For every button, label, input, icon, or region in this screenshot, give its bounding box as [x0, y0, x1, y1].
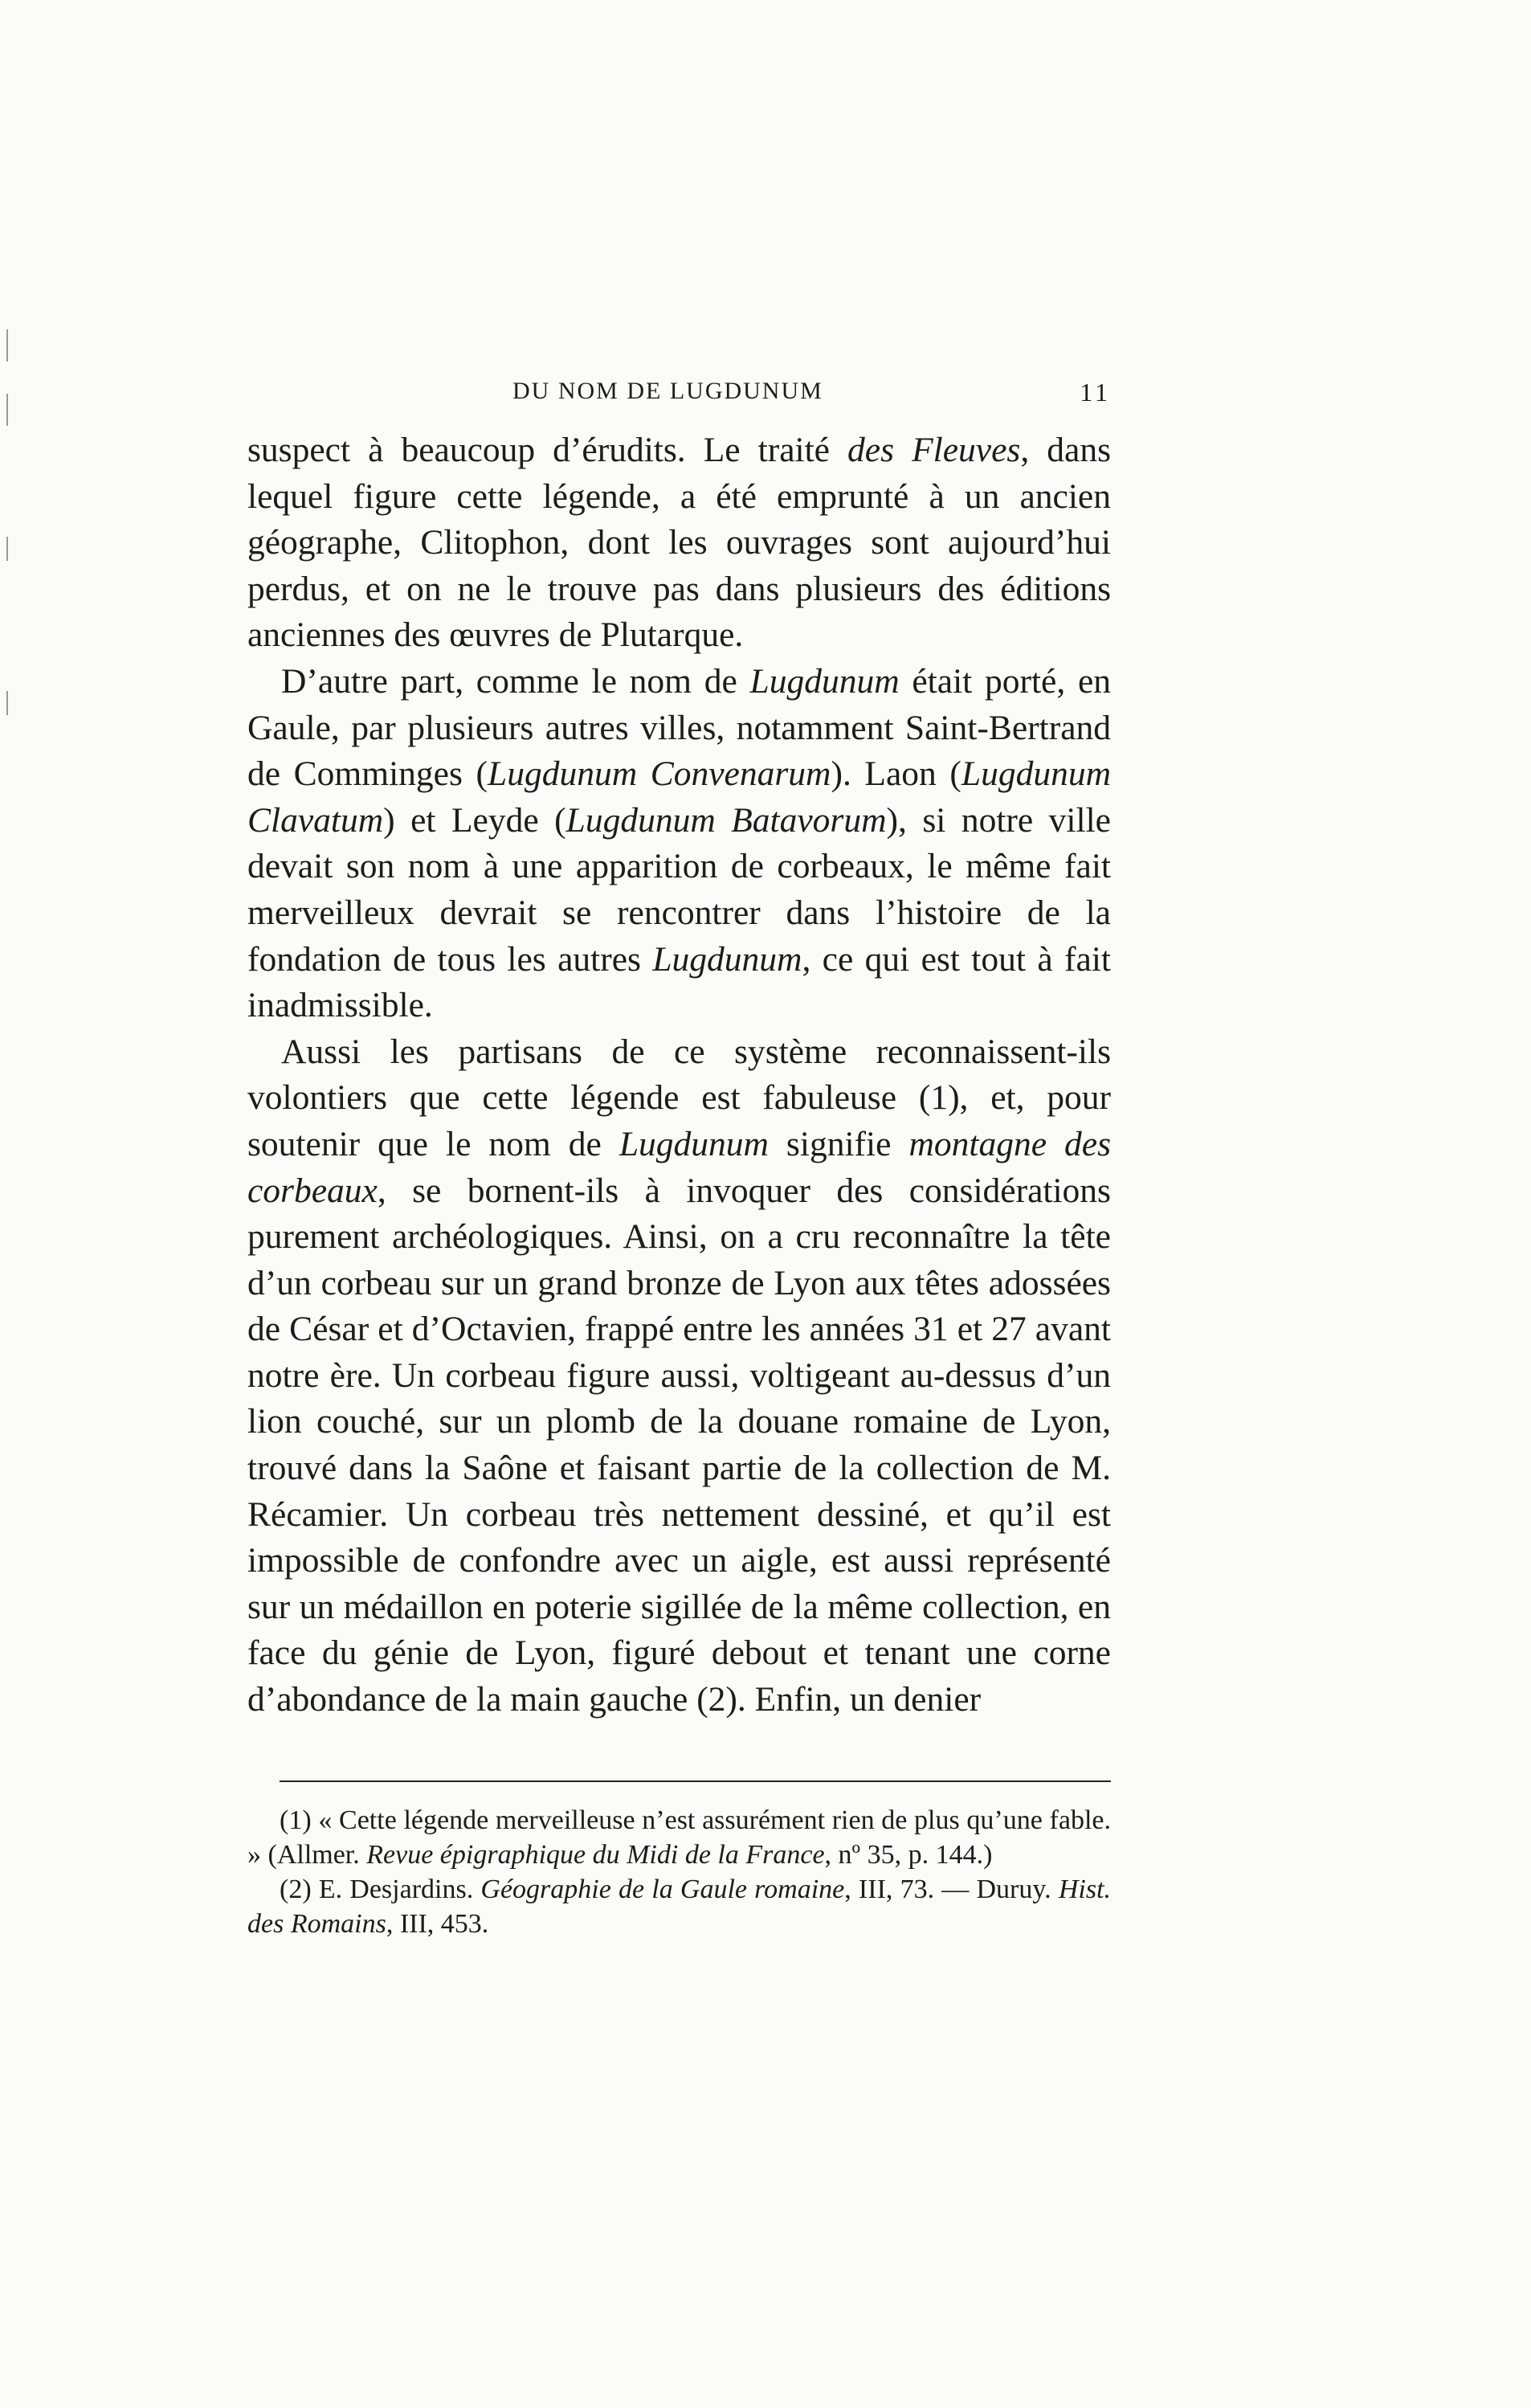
main-text [247, 427, 1111, 1723]
footnote-2: (2) E. Desjardins. Géographie de la Gaule romaine, III, 73. — Duruy. Hist. des Romains, III, 453. [247, 1874, 1112, 1939]
footnotes [247, 1803, 1111, 1941]
paragraph-2: D’autre part, comme le nom de Lugdunum était porté, en Gaule, par plusieurs autres villes, notamment Saint-Bertrand de Comminges (Lugdunum Convenarum). Laon (Lugdunum Clavatum) et Leyde (Lugdunum Batavorum), si notre ville devait son nom à une apparition de corbeaux, le même fait merveilleux devrait se rencontrer dans l’histoire de la fondation de tous les autres Lugdunum, ce qui est tout à fait inadmissible. [247, 661, 1112, 1025]
scan-edge-mark [6, 329, 8, 362]
scan-edge-mark [6, 394, 8, 426]
footnote-1: (1) « Cette légende merveilleuse n’est assurément rien de plus qu’une fable. » (Allmer. Revue épigraphique du Midi de la France, nº 35, p. 144.) [247, 1805, 1111, 1870]
paragraph-3: Aussi les partisans de ce système reconnaissent-ils volontiers que cette légende est fabuleuse (1), et, pour soutenir que le nom de Lugdunum signifie montagne des corbeaux, se bornent-ils à invoquer des considérations purement archéologiques. Ainsi, on a cru reconnaître la tête d’un corbeau sur un grand bronze de Lyon aux têtes adossées de César et d’Octavien, frappé entre les années 31 et 27 avant notre ère. Un corbeau figure aussi, voltigeant au-dessus d’un lion couché, sur un plomb de la douane romaine de Lyon, trouvé dans la Saône et faisant partie de la collection de M. Récamier. Un corbeau très nettement dessiné, et qu’il est impossible de confondre avec un aigle, est aussi représenté sur un médaillon en poterie sigillée de la même collection, en face du génie de Lyon, figuré debout et tenant une corne d’abondance de la main gauche (2). Enfin, un denier [247, 1032, 1111, 1719]
running-title: DU NOM DE LUGDUNUM [512, 378, 823, 404]
scan-edge-mark [6, 537, 8, 561]
running-head [247, 378, 1111, 418]
scan-edge-mark [6, 691, 8, 715]
page-number: 11 [1080, 378, 1111, 407]
paragraph-1: suspect à beaucoup d’érudits. Le traité des Fleuves, dans lequel figure cette légende, a été emprunté à un ancien géographe, Clitophon, dont les ouvrages sont aujourd’hui perdus, et on ne le trouve pas dans plusieurs des éditions anciennes des œuvres de Plutarque. [247, 431, 1111, 655]
footnote-rule [280, 1780, 1111, 1782]
